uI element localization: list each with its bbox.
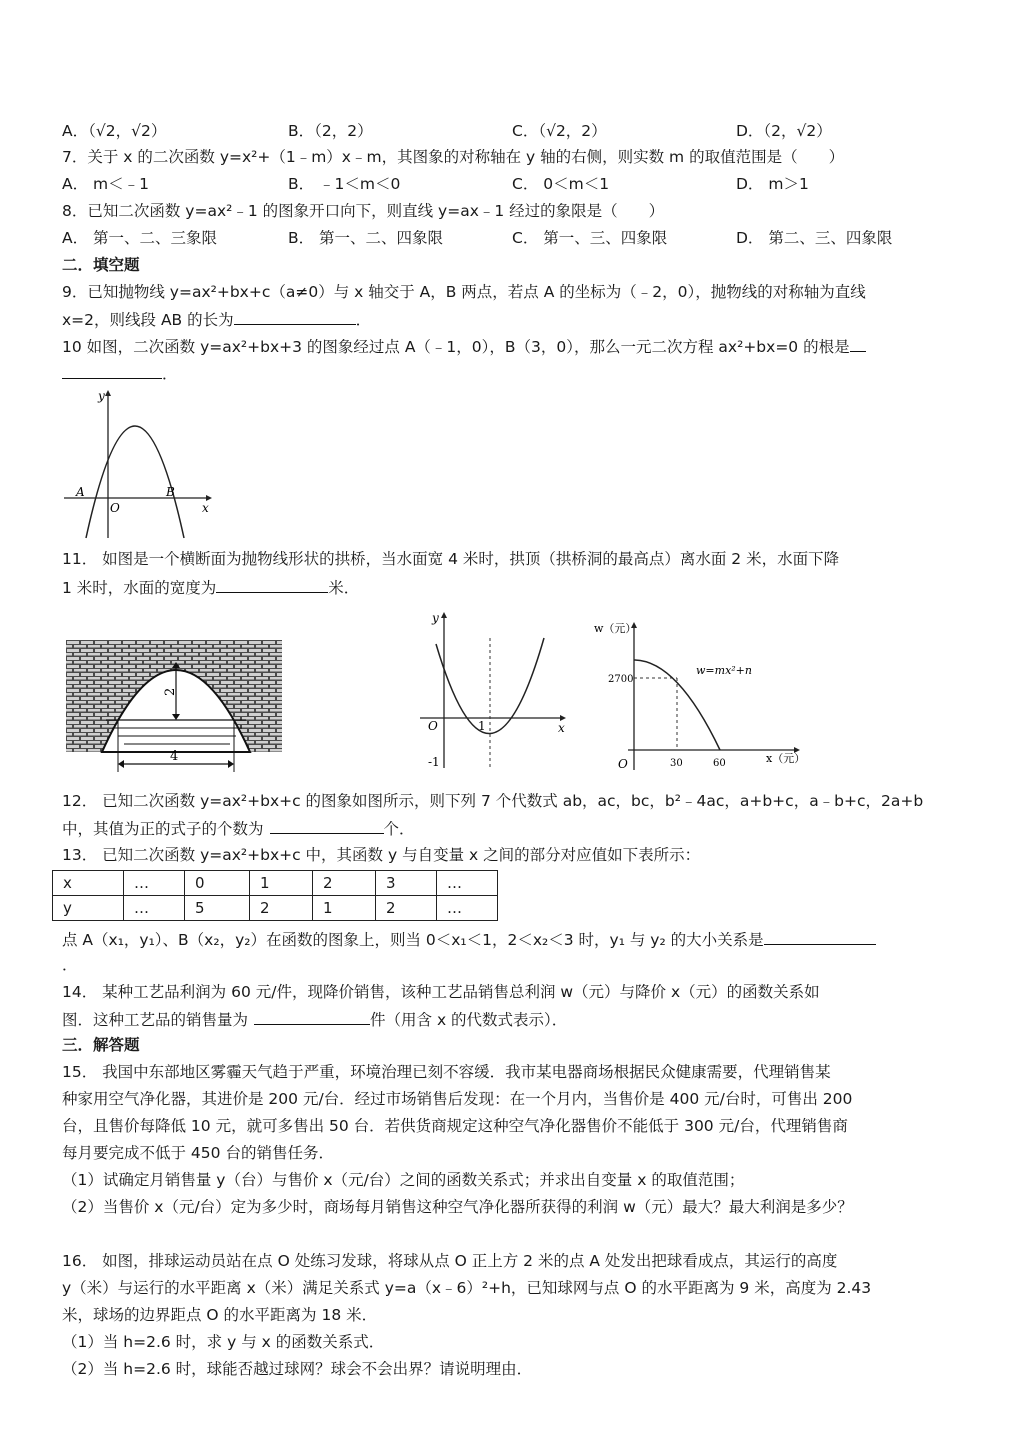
x-label: x bbox=[558, 721, 565, 735]
table-cell: 2 bbox=[313, 871, 376, 896]
height-label: 2 bbox=[163, 687, 178, 696]
q11-answer-blank[interactable] bbox=[216, 576, 328, 593]
q7-option-c: C． 0＜m＜1 bbox=[512, 175, 610, 193]
x-tick-30: 30 bbox=[670, 758, 683, 769]
point-a-label: A bbox=[76, 485, 85, 499]
table-cell: … bbox=[124, 896, 185, 921]
q6-option-d: D．（2，√2） bbox=[736, 122, 832, 140]
q14-text: 图．这种工艺品的销售量为 bbox=[62, 1011, 249, 1029]
q16-line2: y（米）与运行的水平距离 x（米）满足关系式 y=a（x﹣6）²+h，已知球网与点 O 的水平距离为 9 米，高度为 2.43 bbox=[62, 1279, 872, 1297]
q10-answer-blank[interactable] bbox=[62, 362, 162, 379]
y-label: y bbox=[432, 611, 439, 625]
table-row bbox=[53, 871, 498, 896]
table-cell: x bbox=[53, 871, 124, 896]
x-label: x bbox=[202, 501, 209, 515]
q7-option-d: D． m＞1 bbox=[736, 175, 809, 193]
q8-option-c: C． 第一、三、四象限 bbox=[512, 229, 668, 247]
q14-end: 件（用含 x 的代数式表示）． bbox=[370, 1011, 568, 1029]
q14-profit-figure bbox=[590, 620, 810, 776]
y-axis-label: w（元） bbox=[594, 622, 637, 635]
table-cell: 0 bbox=[185, 871, 250, 896]
q9-line2 bbox=[62, 308, 371, 331]
origin-label: O bbox=[428, 719, 438, 733]
q13-line3 bbox=[62, 928, 876, 951]
table-cell: 5 bbox=[185, 896, 250, 921]
q13-end: ． bbox=[62, 956, 78, 974]
parabola-curve bbox=[86, 426, 184, 538]
table-row bbox=[53, 896, 498, 921]
q12-answer-blank[interactable] bbox=[270, 817, 384, 834]
table-cell: 2 bbox=[376, 896, 437, 921]
tick-1-label: 1 bbox=[478, 719, 486, 733]
table-cell: y bbox=[53, 896, 124, 921]
q11-arch-bridge-figure bbox=[66, 640, 284, 772]
x-tick-60: 60 bbox=[713, 758, 726, 769]
q15-part2: （2）当售价 x（元/台）定为多少时，商场每月销售这种空气净化器所获得的利润 w（元）最大？最大利润是多少？ bbox=[62, 1198, 853, 1216]
q11-end: 米． bbox=[328, 579, 360, 597]
table-cell: 1 bbox=[313, 896, 376, 921]
q6-option-b: B．（2，2） bbox=[288, 122, 373, 140]
q12-line1: 12． 已知二次函数 y=ax²+bx+c 的图象如图所示，则下列 7 个代数式 ab，ac，bc，b²﹣4ac，a+b+c，a﹣b+c，2a+b bbox=[62, 792, 924, 810]
q11-text: 1 米时，水面的宽度为 bbox=[62, 579, 217, 597]
q14-line1: 14． 某种工艺品利润为 60 元/件，现降价销售，该种工艺品销售总利润 w（元）与降价 x（元）的函数关系如 bbox=[62, 983, 820, 1001]
section-solve-heading: 三．解答题 bbox=[62, 1036, 140, 1054]
q10-parabola-figure bbox=[60, 388, 220, 540]
table-cell: … bbox=[124, 871, 185, 896]
q15-line1: 15． 我国中东部地区雾霾天气趋于严重，环境治理已刻不容缓．我市某电器商场根据民众健康需要，代理销售某 bbox=[62, 1063, 831, 1081]
q14-answer-blank[interactable] bbox=[254, 1008, 370, 1025]
y-tick-2700: 2700 bbox=[608, 674, 634, 685]
q6-option-a: A．（√2，√2） bbox=[62, 122, 167, 140]
q7-option-b: B． ﹣1＜m＜0 bbox=[288, 175, 401, 193]
q12-line2 bbox=[62, 817, 415, 840]
q15-line2: 种家用空气净化器，其进价是 200 元/台．经过市场销售后发现：在一个月内，当售价是 400 元/台时，可售出 200 bbox=[62, 1090, 853, 1108]
q15-line3: 台，且售价每降低 10 元，就可多售出 50 台．若供货商规定这种空气净化器售价不能低于 300 元/台，代理销售商 bbox=[62, 1117, 848, 1135]
table-cell: … bbox=[437, 896, 498, 921]
q6-option-c: C．（√2，2） bbox=[512, 122, 607, 140]
q10-line2 bbox=[62, 362, 178, 385]
q15-line4: 每月要完成不低于 450 台的销售任务． bbox=[62, 1144, 334, 1162]
q8-stem: 8．已知二次函数 y=ax²﹣1 的图象开口向下，则直线 y=ax﹣1 经过的象限是（ ） bbox=[62, 202, 665, 220]
point-b-label: B bbox=[166, 485, 175, 499]
x-axis-label: x（元） bbox=[766, 752, 806, 765]
q13-text: 点 A（x₁，y₁）、B（x₂，y₂）在函数的图象上，则当 0＜x₁＜1，2＜x₂＜3 时，y₁ 与 y₂ 的大小关系是 bbox=[62, 931, 764, 949]
q13-value-table bbox=[52, 870, 498, 921]
table-cell: 2 bbox=[250, 896, 313, 921]
origin-label: O bbox=[618, 757, 628, 771]
q16-part1: （1）当 h=2.6 时，求 y 与 x 的函数关系式． bbox=[62, 1333, 385, 1351]
origin-label: O bbox=[110, 501, 120, 515]
curve-formula: w=mx²+n bbox=[696, 664, 752, 677]
q8-option-a: A． 第一、二、三象限 bbox=[62, 229, 218, 247]
q16-line3: 米，球场的边界距点 O 的水平距离为 18 米． bbox=[62, 1306, 378, 1324]
q13-answer-blank[interactable] bbox=[764, 928, 876, 945]
table-cell: … bbox=[437, 871, 498, 896]
q9-answer-blank[interactable] bbox=[234, 308, 356, 325]
q10-answer-blank-start[interactable] bbox=[850, 335, 866, 352]
q12-text: 中，其值为正的式子的个数为 bbox=[62, 820, 264, 838]
table-cell: 1 bbox=[250, 871, 313, 896]
q12-end: 个． bbox=[383, 820, 415, 838]
q10-text: 10 如图，二次函数 y=ax²+bx+3 的图象经过点 A（﹣1，0），B（3，0），那么一元二次方程 ax²+bx=0 的根是 bbox=[62, 338, 850, 356]
y-label: y bbox=[98, 389, 105, 403]
q11-line1: 11． 如图是一个横断面为抛物线形状的拱桥，当水面宽 4 米时，拱顶（拱桥洞的最高点）离水面 2 米，水面下降 bbox=[62, 550, 840, 568]
section-fill-in-heading: 二．填空题 bbox=[62, 256, 140, 274]
width-label: 4 bbox=[170, 749, 179, 764]
q13-stem: 13． 已知二次函数 y=ax²+bx+c 中，其函数 y 与自变量 x 之间的部分对应值如下表所示： bbox=[62, 846, 701, 864]
q12-parabola-figure bbox=[414, 608, 574, 770]
q10-end: ． bbox=[162, 365, 178, 383]
q14-line2 bbox=[62, 1008, 567, 1031]
q9-end: ． bbox=[355, 311, 372, 329]
q16-part2: （2）当 h=2.6 时，球能否越过球网？球会不会出界？请说明理由． bbox=[62, 1360, 533, 1378]
tick-neg1-label: -1 bbox=[428, 755, 440, 769]
q8-option-d: D． 第二、三、四象限 bbox=[736, 229, 893, 247]
q9-line1: 9．已知抛物线 y=ax²+bx+c（a≠0）与 x 轴交于 A，B 两点，若点 A 的坐标为（﹣2，0），抛物线的对称轴为直线 bbox=[62, 283, 866, 301]
q16-line1: 16． 如图，排球运动员站在点 O 处练习发球，将球从点 O 正上方 2 米的点 A 处发出把球看成点，其运行的高度 bbox=[62, 1252, 838, 1270]
q15-part1: （1）试确定月销售量 y（台）与售价 x（元/台）之间的函数关系式；并求出自变量 x 的取值范围； bbox=[62, 1171, 745, 1189]
q9-text: x=2，则线段 AB 的长为 bbox=[62, 311, 234, 329]
q7-option-a: A． m＜﹣1 bbox=[62, 175, 149, 193]
q11-line2 bbox=[62, 576, 359, 599]
q10-line1 bbox=[62, 335, 866, 358]
table-cell: 3 bbox=[376, 871, 437, 896]
q7-stem: 7．关于 x 的二次函数 y=x²+（1﹣m）x﹣m，其图象的对称轴在 y 轴的右侧，则实数 m 的取值范围是（ ） bbox=[62, 148, 845, 166]
q8-option-b: B． 第一、二、四象限 bbox=[288, 229, 444, 247]
